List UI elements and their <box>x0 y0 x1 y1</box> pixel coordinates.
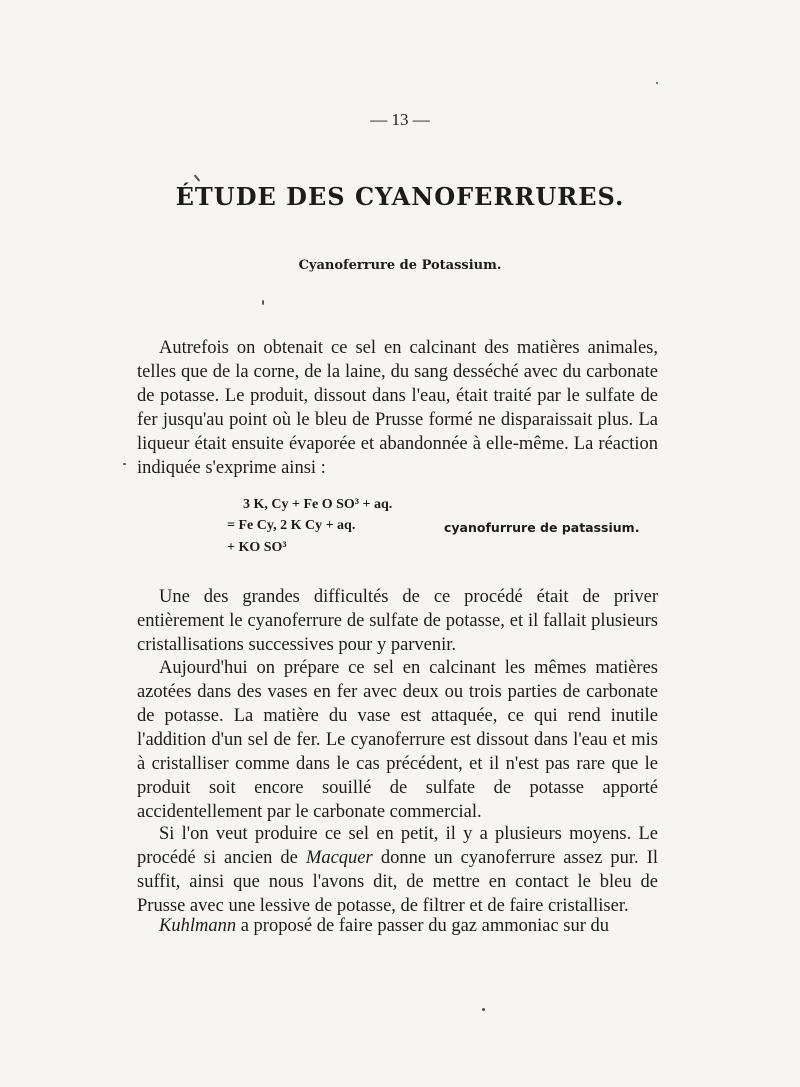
equation-note: cyanofurrure de patassium. <box>444 520 640 535</box>
author-name-kuhlmann: Kuhlmann <box>159 916 237 936</box>
ink-mark <box>262 300 264 305</box>
paragraph-2: Une des grandes difficultés de ce procédé était de priver entièrement le cyanoferrure de sulfate de potasse, et il fallait plusieurs cristallisations successives pour y parvenir. <box>137 587 658 655</box>
ink-mark <box>123 463 126 465</box>
page-number: — 13 — <box>370 110 430 129</box>
ink-mark <box>194 174 201 181</box>
paragraph-3: Aujourd'hui on prépare ce sel en calcinant les mêmes matières azotées dans des vases en fer avec deux ou trois parties de carbonate de potasse. La matière du vase est attaquée, ce qui rend inutile l'addition d'un sel de fer. Le cyanoferrure est dissout dans l'eau et mis à cristalliser comme dans le cas précédent, et il n'est pas rare que le produit soit encore souillé de sulfate de potasse apporté accidentellement par le carbonate commercial. <box>137 658 658 822</box>
paragraph-4-text-b: donne un cyanoferrure assez pur. Il suffit, ainsi que nous l'avons dit, de mettre en contact le bleu de Prusse avec une lessive de potasse, de filtrer et de faire cristalliser. <box>137 848 658 916</box>
paragraph-1: Autrefois on obtenait ce sel en calcinant des matières animales, telles que de la corne, de la laine, du sang desséché avec du carbonate de potasse. Le produit, dissout dans l'eau, était traité par le sulfate de fer jusqu'au point où le bleu de Prusse formé ne disparaissait plus. La liqueur était ensuite évaporée et abandonnée à elle-même. La réaction indiquée s'exprime ainsi : <box>137 338 658 478</box>
paragraph-5 <box>137 914 658 938</box>
paragraph-4-text-a: Si l'on veut produire ce sel en petit, il y a plusieurs moyens. Le procédé si ancien de <box>137 824 658 868</box>
section-subtitle: Cyanoferrure de Potassium. <box>298 258 502 273</box>
ink-mark <box>656 82 658 84</box>
paragraph-5-text: a proposé de faire passer du gaz ammoniac sur du <box>236 916 610 936</box>
ink-mark <box>482 1008 485 1011</box>
paragraph-4 <box>137 822 658 918</box>
equation-line-1: 3 K, Cy + Fe O SO³ + aq. <box>243 497 393 512</box>
section-title: ÉTUDE DES CYANOFERRURES. <box>175 182 625 211</box>
author-name-macquer: Macquer <box>305 848 373 868</box>
equation-line-3: + KO SO³ <box>227 540 287 555</box>
equation-line-2: = Fe Cy, 2 K Cy + aq. <box>227 518 356 533</box>
